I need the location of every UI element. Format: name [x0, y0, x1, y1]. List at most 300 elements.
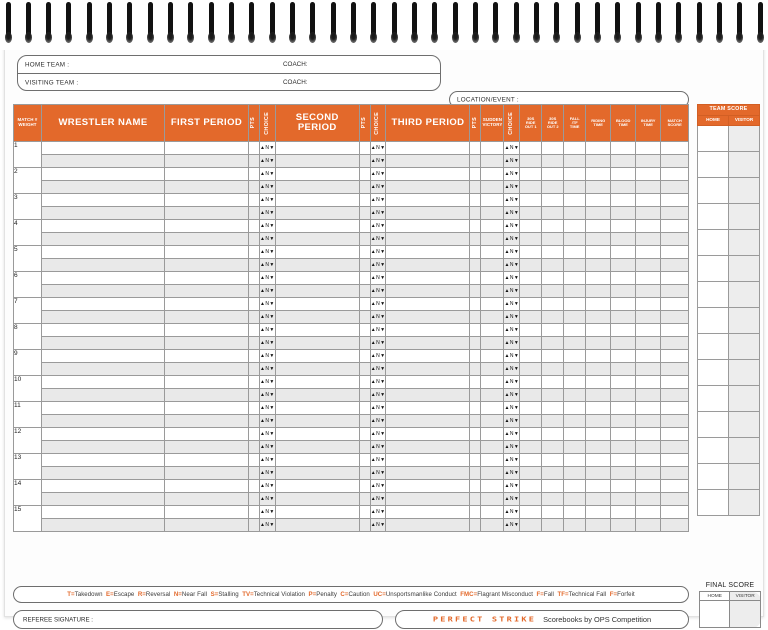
choice-cell[interactable]	[504, 272, 520, 285]
cell-blood_time[interactable]	[611, 402, 636, 415]
choice-cell[interactable]	[370, 454, 386, 467]
cell-first_period[interactable]	[165, 155, 249, 168]
choice-neutral-label[interactable]: N	[265, 236, 270, 242]
cell-fall_tf_time[interactable]	[564, 285, 586, 298]
choice-down-icon[interactable]: ▼	[513, 249, 520, 255]
cell-blood_time[interactable]	[611, 311, 636, 324]
choice-neutral-label[interactable]: N	[376, 366, 381, 372]
cell-first_period[interactable]	[165, 311, 249, 324]
cell-pts_1[interactable]	[249, 506, 260, 519]
choice-down-icon[interactable]: ▼	[380, 483, 386, 489]
cell-second_period[interactable]	[275, 389, 359, 402]
cell-pts_3[interactable]	[470, 272, 481, 285]
cell-first_period[interactable]	[165, 207, 249, 220]
choice-up-icon[interactable]: ▲	[370, 392, 377, 398]
choice-down-icon[interactable]: ▼	[513, 379, 520, 385]
cell-second_period[interactable]	[275, 376, 359, 389]
cell-fall_tf_time[interactable]	[564, 506, 586, 519]
cell-injury_time[interactable]	[636, 207, 661, 220]
cell-wrestler_name[interactable]	[42, 246, 165, 259]
cell-match_score[interactable]	[661, 454, 689, 467]
choice-neutral-label[interactable]: N	[265, 249, 270, 255]
choice-neutral-label[interactable]: N	[265, 262, 270, 268]
cell-match_score[interactable]	[661, 324, 689, 337]
cell-fall_tf_time[interactable]	[564, 168, 586, 181]
cell-ride_out_2[interactable]	[542, 337, 564, 350]
choice-neutral-label[interactable]: N	[376, 353, 381, 359]
choice-down-icon[interactable]: ▼	[380, 405, 386, 411]
cell-pts_1[interactable]	[249, 428, 260, 441]
cell-fall_tf_time[interactable]	[564, 441, 586, 454]
cell-pts_3[interactable]	[470, 454, 481, 467]
cell-ride_out_2[interactable]	[542, 298, 564, 311]
cell-injury_time[interactable]	[636, 389, 661, 402]
cell-second_period[interactable]	[275, 428, 359, 441]
choice-up-icon[interactable]: ▲	[504, 496, 510, 502]
cell-match_score[interactable]	[661, 233, 689, 246]
cell-ride_out_1[interactable]	[520, 415, 542, 428]
cell-sudden_victory[interactable]	[481, 337, 504, 350]
choice-cell[interactable]	[260, 194, 276, 207]
home-team-field[interactable]	[18, 56, 440, 73]
cell-sudden_victory[interactable]	[481, 506, 504, 519]
cell-pts_3[interactable]	[470, 246, 481, 259]
cell-second_period[interactable]	[275, 350, 359, 363]
cell-riding_time[interactable]	[586, 272, 611, 285]
choice-up-icon[interactable]: ▲	[504, 171, 510, 177]
cell-wrestler_name[interactable]	[42, 155, 165, 168]
cell-pts_1[interactable]	[249, 246, 260, 259]
choice-up-icon[interactable]: ▲	[260, 158, 266, 164]
choice-up-icon[interactable]: ▲	[260, 405, 266, 411]
cell-ride_out_1[interactable]	[520, 311, 542, 324]
choice-cell[interactable]	[504, 285, 520, 298]
cell-second_period[interactable]	[275, 493, 359, 506]
choice-down-icon[interactable]: ▼	[269, 171, 275, 177]
choice-cell[interactable]	[260, 337, 276, 350]
choice-cell[interactable]	[504, 363, 520, 376]
cell-first_period[interactable]	[165, 181, 249, 194]
choice-up-icon[interactable]: ▲	[260, 275, 266, 281]
cell-pts_2[interactable]	[359, 181, 370, 194]
choice-neutral-label[interactable]: N	[509, 158, 514, 164]
cell-injury_time[interactable]	[636, 272, 661, 285]
choice-down-icon[interactable]: ▼	[513, 431, 520, 437]
choice-up-icon[interactable]: ▲	[370, 444, 377, 450]
cell-blood_time[interactable]	[611, 480, 636, 493]
cell-riding_time[interactable]	[586, 454, 611, 467]
cell-ride_out_2[interactable]	[542, 454, 564, 467]
choice-neutral-label[interactable]: N	[376, 379, 381, 385]
cell-ride_out_1[interactable]	[520, 285, 542, 298]
cell-injury_time[interactable]	[636, 337, 661, 350]
cell-riding_time[interactable]	[586, 480, 611, 493]
choice-cell[interactable]	[260, 220, 276, 233]
choice-cell[interactable]	[504, 181, 520, 194]
cell-ride_out_2[interactable]	[542, 376, 564, 389]
choice-down-icon[interactable]: ▼	[269, 158, 275, 164]
cell-injury_time[interactable]	[636, 324, 661, 337]
cell-match_score[interactable]	[661, 337, 689, 350]
cell-ride_out_2[interactable]	[542, 194, 564, 207]
choice-cell[interactable]	[370, 519, 386, 532]
choice-neutral-label[interactable]: N	[376, 314, 381, 320]
cell-wrestler_name[interactable]	[42, 324, 165, 337]
choice-cell[interactable]	[370, 324, 386, 337]
choice-cell[interactable]	[260, 311, 276, 324]
cell-injury_time[interactable]	[636, 155, 661, 168]
choice-neutral-label[interactable]: N	[265, 470, 270, 476]
choice-up-icon[interactable]: ▲	[504, 327, 510, 333]
cell-third_period[interactable]	[386, 480, 470, 493]
choice-up-icon[interactable]: ▲	[504, 444, 510, 450]
choice-neutral-label[interactable]: N	[376, 522, 381, 528]
cell-wrestler_name[interactable]	[42, 493, 165, 506]
choice-up-icon[interactable]: ▲	[504, 483, 510, 489]
cell-injury_time[interactable]	[636, 480, 661, 493]
cell-sudden_victory[interactable]	[481, 285, 504, 298]
choice-cell[interactable]	[370, 389, 386, 402]
cell-match_score[interactable]	[661, 181, 689, 194]
cell-sudden_victory[interactable]	[481, 298, 504, 311]
cell-match_score[interactable]	[661, 285, 689, 298]
cell-third_period[interactable]	[386, 389, 470, 402]
cell-riding_time[interactable]	[586, 285, 611, 298]
choice-up-icon[interactable]: ▲	[504, 366, 510, 372]
choice-down-icon[interactable]: ▼	[269, 249, 275, 255]
cell-injury_time[interactable]	[636, 168, 661, 181]
choice-down-icon[interactable]: ▼	[269, 275, 275, 281]
cell-pts_2[interactable]	[359, 194, 370, 207]
cell-pts_2[interactable]	[359, 272, 370, 285]
choice-down-icon[interactable]: ▼	[513, 457, 520, 463]
choice-cell[interactable]	[370, 311, 386, 324]
choice-cell[interactable]	[260, 350, 276, 363]
choice-cell[interactable]	[370, 493, 386, 506]
cell-blood_time[interactable]	[611, 194, 636, 207]
choice-cell[interactable]	[370, 298, 386, 311]
choice-down-icon[interactable]: ▼	[513, 366, 520, 372]
choice-cell[interactable]	[504, 402, 520, 415]
choice-cell[interactable]	[260, 324, 276, 337]
cell-first_period[interactable]	[165, 506, 249, 519]
choice-neutral-label[interactable]: N	[376, 327, 381, 333]
cell-blood_time[interactable]	[611, 454, 636, 467]
cell-blood_time[interactable]	[611, 233, 636, 246]
choice-cell[interactable]	[504, 259, 520, 272]
choice-cell[interactable]	[370, 207, 386, 220]
choice-neutral-label[interactable]: N	[265, 457, 270, 463]
cell-wrestler_name[interactable]	[42, 415, 165, 428]
cell-ride_out_2[interactable]	[542, 389, 564, 402]
choice-down-icon[interactable]: ▼	[269, 418, 275, 424]
team-score-home-cell[interactable]	[698, 126, 729, 152]
cell-ride_out_1[interactable]	[520, 194, 542, 207]
cell-sudden_victory[interactable]	[481, 363, 504, 376]
cell-first_period[interactable]	[165, 194, 249, 207]
choice-up-icon[interactable]: ▲	[260, 197, 266, 203]
choice-down-icon[interactable]: ▼	[269, 366, 275, 372]
cell-riding_time[interactable]	[586, 467, 611, 480]
cell-injury_time[interactable]	[636, 285, 661, 298]
choice-down-icon[interactable]: ▼	[380, 431, 386, 437]
cell-blood_time[interactable]	[611, 181, 636, 194]
cell-ride_out_1[interactable]	[520, 454, 542, 467]
choice-down-icon[interactable]: ▼	[513, 418, 520, 424]
cell-blood_time[interactable]	[611, 493, 636, 506]
cell-riding_time[interactable]	[586, 493, 611, 506]
choice-neutral-label[interactable]: N	[265, 405, 270, 411]
cell-third_period[interactable]	[386, 493, 470, 506]
cell-sudden_victory[interactable]	[481, 259, 504, 272]
choice-cell[interactable]	[260, 259, 276, 272]
cell-pts_3[interactable]	[470, 376, 481, 389]
cell-pts_3[interactable]	[470, 415, 481, 428]
team-score-visitor-cell[interactable]	[729, 282, 760, 308]
cell-first_period[interactable]	[165, 259, 249, 272]
choice-down-icon[interactable]: ▼	[380, 210, 386, 216]
choice-up-icon[interactable]: ▲	[504, 431, 510, 437]
choice-cell[interactable]	[370, 272, 386, 285]
cell-ride_out_2[interactable]	[542, 402, 564, 415]
cell-first_period[interactable]	[165, 168, 249, 181]
cell-pts_1[interactable]	[249, 454, 260, 467]
team-score-visitor-cell[interactable]	[729, 152, 760, 178]
choice-cell[interactable]	[370, 142, 386, 155]
choice-up-icon[interactable]: ▲	[504, 522, 510, 528]
cell-sudden_victory[interactable]	[481, 311, 504, 324]
cell-pts_2[interactable]	[359, 285, 370, 298]
team-score-home-cell[interactable]	[698, 360, 729, 386]
cell-ride_out_1[interactable]	[520, 402, 542, 415]
choice-down-icon[interactable]: ▼	[380, 470, 386, 476]
choice-up-icon[interactable]: ▲	[504, 379, 510, 385]
cell-pts_2[interactable]	[359, 259, 370, 272]
cell-ride_out_1[interactable]	[520, 519, 542, 532]
cell-pts_1[interactable]	[249, 519, 260, 532]
cell-first_period[interactable]	[165, 493, 249, 506]
choice-down-icon[interactable]: ▼	[513, 288, 520, 294]
cell-wrestler_name[interactable]	[42, 467, 165, 480]
cell-pts_1[interactable]	[249, 220, 260, 233]
choice-up-icon[interactable]: ▲	[370, 522, 377, 528]
choice-up-icon[interactable]: ▲	[370, 314, 377, 320]
choice-down-icon[interactable]: ▼	[269, 184, 275, 190]
cell-blood_time[interactable]	[611, 363, 636, 376]
cell-ride_out_2[interactable]	[542, 259, 564, 272]
cell-first_period[interactable]	[165, 285, 249, 298]
cell-sudden_victory[interactable]	[481, 168, 504, 181]
cell-wrestler_name[interactable]	[42, 480, 165, 493]
cell-second_period[interactable]	[275, 168, 359, 181]
cell-first_period[interactable]	[165, 350, 249, 363]
cell-match_score[interactable]	[661, 428, 689, 441]
choice-down-icon[interactable]: ▼	[269, 288, 275, 294]
cell-fall_tf_time[interactable]	[564, 207, 586, 220]
choice-neutral-label[interactable]: N	[376, 236, 381, 242]
choice-down-icon[interactable]: ▼	[269, 379, 275, 385]
cell-match_score[interactable]	[661, 298, 689, 311]
cell-pts_2[interactable]	[359, 467, 370, 480]
choice-cell[interactable]	[504, 428, 520, 441]
cell-fall_tf_time[interactable]	[564, 519, 586, 532]
cell-match_score[interactable]	[661, 168, 689, 181]
choice-cell[interactable]	[504, 506, 520, 519]
cell-riding_time[interactable]	[586, 233, 611, 246]
cell-blood_time[interactable]	[611, 428, 636, 441]
choice-cell[interactable]	[260, 376, 276, 389]
cell-wrestler_name[interactable]	[42, 285, 165, 298]
cell-sudden_victory[interactable]	[481, 402, 504, 415]
cell-ride_out_1[interactable]	[520, 376, 542, 389]
cell-blood_time[interactable]	[611, 376, 636, 389]
team-score-visitor-cell[interactable]	[729, 438, 760, 464]
cell-second_period[interactable]	[275, 480, 359, 493]
choice-neutral-label[interactable]: N	[265, 210, 270, 216]
choice-down-icon[interactable]: ▼	[513, 522, 520, 528]
choice-neutral-label[interactable]: N	[509, 275, 514, 281]
cell-wrestler_name[interactable]	[42, 363, 165, 376]
cell-riding_time[interactable]	[586, 168, 611, 181]
cell-pts_1[interactable]	[249, 350, 260, 363]
choice-neutral-label[interactable]: N	[509, 210, 514, 216]
choice-neutral-label[interactable]: N	[265, 145, 270, 151]
cell-fall_tf_time[interactable]	[564, 194, 586, 207]
cell-pts_3[interactable]	[470, 207, 481, 220]
cell-ride_out_1[interactable]	[520, 272, 542, 285]
cell-sudden_victory[interactable]	[481, 272, 504, 285]
cell-match_score[interactable]	[661, 480, 689, 493]
choice-neutral-label[interactable]: N	[265, 509, 270, 515]
choice-cell[interactable]	[260, 454, 276, 467]
cell-pts_1[interactable]	[249, 298, 260, 311]
choice-down-icon[interactable]: ▼	[513, 353, 520, 359]
choice-cell[interactable]	[504, 324, 520, 337]
choice-up-icon[interactable]: ▲	[504, 236, 510, 242]
cell-first_period[interactable]	[165, 467, 249, 480]
choice-up-icon[interactable]: ▲	[370, 418, 377, 424]
cell-wrestler_name[interactable]	[42, 259, 165, 272]
cell-pts_2[interactable]	[359, 220, 370, 233]
cell-riding_time[interactable]	[586, 519, 611, 532]
choice-down-icon[interactable]: ▼	[380, 314, 386, 320]
choice-up-icon[interactable]: ▲	[370, 223, 377, 229]
cell-blood_time[interactable]	[611, 272, 636, 285]
choice-cell[interactable]	[504, 454, 520, 467]
cell-fall_tf_time[interactable]	[564, 324, 586, 337]
cell-sudden_victory[interactable]	[481, 194, 504, 207]
cell-wrestler_name[interactable]	[42, 298, 165, 311]
cell-third_period[interactable]	[386, 376, 470, 389]
cell-second_period[interactable]	[275, 519, 359, 532]
choice-up-icon[interactable]: ▲	[504, 340, 510, 346]
choice-neutral-label[interactable]: N	[265, 392, 270, 398]
final-score-home-value[interactable]	[700, 601, 730, 628]
cell-ride_out_1[interactable]	[520, 480, 542, 493]
choice-up-icon[interactable]: ▲	[370, 249, 377, 255]
cell-pts_3[interactable]	[470, 194, 481, 207]
cell-injury_time[interactable]	[636, 454, 661, 467]
choice-down-icon[interactable]: ▼	[513, 405, 520, 411]
choice-up-icon[interactable]: ▲	[504, 223, 510, 229]
team-score-home-cell[interactable]	[698, 412, 729, 438]
cell-sudden_victory[interactable]	[481, 246, 504, 259]
choice-up-icon[interactable]: ▲	[260, 249, 266, 255]
cell-wrestler_name[interactable]	[42, 376, 165, 389]
choice-up-icon[interactable]: ▲	[370, 379, 377, 385]
cell-second_period[interactable]	[275, 142, 359, 155]
cell-wrestler_name[interactable]	[42, 428, 165, 441]
cell-pts_1[interactable]	[249, 194, 260, 207]
choice-up-icon[interactable]: ▲	[370, 340, 377, 346]
visiting-team-field[interactable]	[18, 74, 440, 91]
choice-cell[interactable]	[370, 363, 386, 376]
cell-match_score[interactable]	[661, 493, 689, 506]
cell-fall_tf_time[interactable]	[564, 181, 586, 194]
cell-first_period[interactable]	[165, 233, 249, 246]
cell-riding_time[interactable]	[586, 441, 611, 454]
choice-cell[interactable]	[370, 415, 386, 428]
choice-cell[interactable]	[260, 207, 276, 220]
cell-pts_1[interactable]	[249, 402, 260, 415]
cell-sudden_victory[interactable]	[481, 389, 504, 402]
cell-ride_out_2[interactable]	[542, 285, 564, 298]
choice-cell[interactable]	[260, 415, 276, 428]
choice-cell[interactable]	[370, 194, 386, 207]
choice-neutral-label[interactable]: N	[376, 158, 381, 164]
cell-sudden_victory[interactable]	[481, 441, 504, 454]
cell-blood_time[interactable]	[611, 389, 636, 402]
cell-blood_time[interactable]	[611, 207, 636, 220]
choice-cell[interactable]	[370, 155, 386, 168]
cell-blood_time[interactable]	[611, 519, 636, 532]
choice-neutral-label[interactable]: N	[265, 431, 270, 437]
choice-neutral-label[interactable]: N	[509, 457, 514, 463]
cell-pts_2[interactable]	[359, 298, 370, 311]
choice-down-icon[interactable]: ▼	[269, 301, 275, 307]
choice-up-icon[interactable]: ▲	[260, 171, 266, 177]
choice-up-icon[interactable]: ▲	[260, 353, 266, 359]
choice-up-icon[interactable]: ▲	[370, 275, 377, 281]
choice-down-icon[interactable]: ▼	[269, 405, 275, 411]
cell-injury_time[interactable]	[636, 441, 661, 454]
cell-second_period[interactable]	[275, 246, 359, 259]
cell-pts_2[interactable]	[359, 428, 370, 441]
choice-up-icon[interactable]: ▲	[504, 184, 510, 190]
choice-cell[interactable]	[370, 441, 386, 454]
choice-up-icon[interactable]: ▲	[504, 392, 510, 398]
choice-neutral-label[interactable]: N	[509, 418, 514, 424]
team-score-home-cell[interactable]	[698, 438, 729, 464]
cell-pts_2[interactable]	[359, 402, 370, 415]
cell-second_period[interactable]	[275, 467, 359, 480]
cell-riding_time[interactable]	[586, 220, 611, 233]
choice-neutral-label[interactable]: N	[265, 418, 270, 424]
cell-third_period[interactable]	[386, 207, 470, 220]
choice-neutral-label[interactable]: N	[509, 483, 514, 489]
choice-cell[interactable]	[260, 155, 276, 168]
team-score-visitor-cell[interactable]	[729, 126, 760, 152]
choice-neutral-label[interactable]: N	[376, 418, 381, 424]
cell-fall_tf_time[interactable]	[564, 402, 586, 415]
choice-up-icon[interactable]: ▲	[260, 210, 266, 216]
cell-ride_out_2[interactable]	[542, 519, 564, 532]
cell-pts_1[interactable]	[249, 376, 260, 389]
cell-first_period[interactable]	[165, 142, 249, 155]
choice-up-icon[interactable]: ▲	[370, 236, 377, 242]
cell-first_period[interactable]	[165, 272, 249, 285]
cell-fall_tf_time[interactable]	[564, 337, 586, 350]
